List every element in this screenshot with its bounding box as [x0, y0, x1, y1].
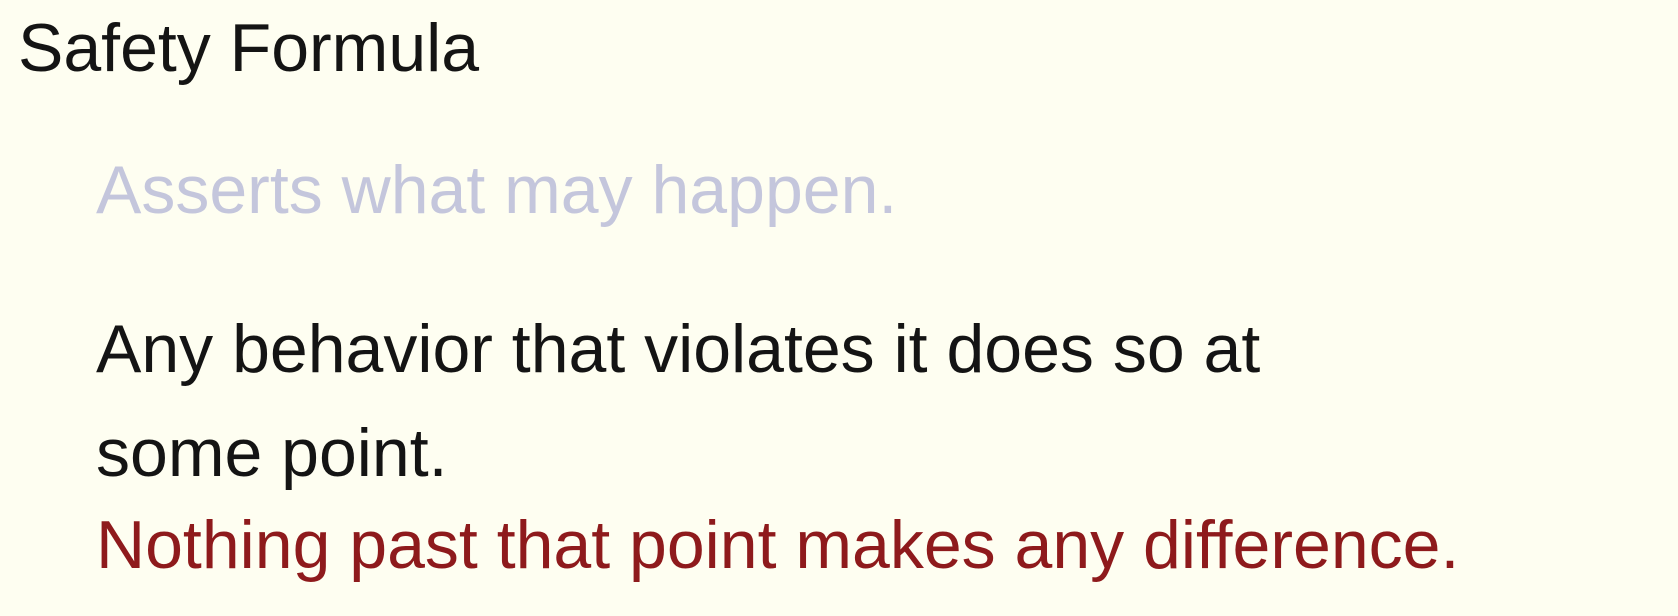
emphasis-line: Nothing past that point makes any difference.	[96, 507, 1460, 583]
body-line: some point.	[96, 415, 448, 491]
slide-title: Safety Formula	[18, 10, 480, 86]
body-paragraph	[96, 297, 1260, 505]
body-line: Any behavior that violates it does so at	[96, 311, 1261, 387]
faded-point: Asserts what may happen.	[96, 152, 898, 228]
